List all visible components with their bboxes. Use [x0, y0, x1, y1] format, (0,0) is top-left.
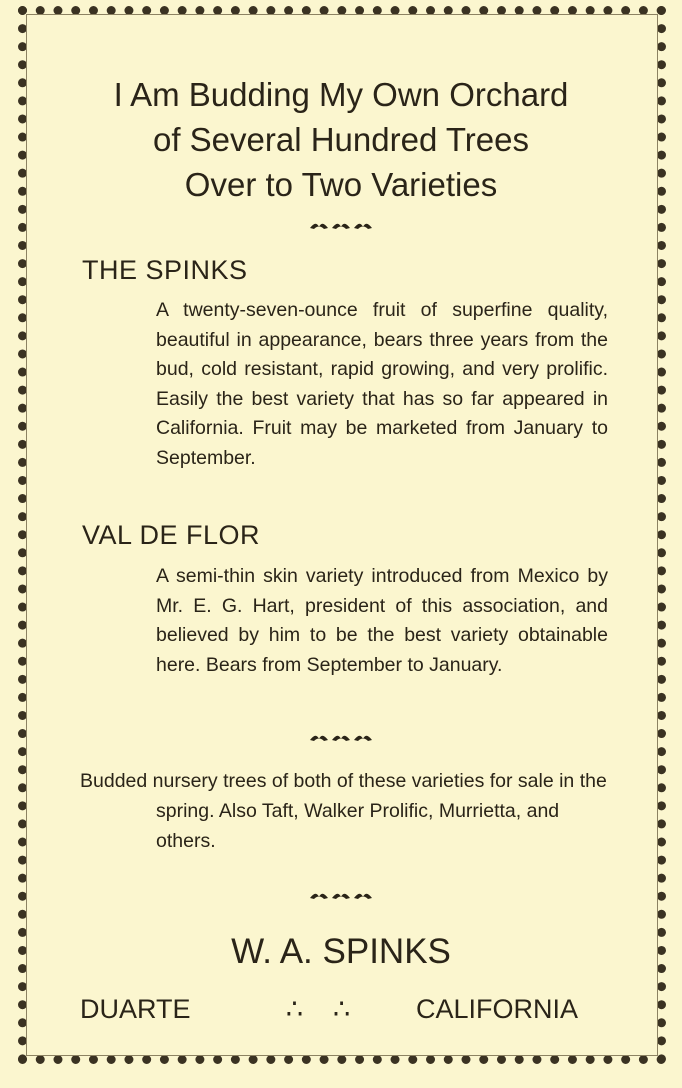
ad-title — [40, 72, 642, 207]
fleuron-icon — [308, 218, 374, 232]
nursery-notice: Budded nursery trees of both of these varieties for sale in the spring. Also Taft, Walker Prolific, Murrietta, and others. — [80, 770, 607, 852]
fleuron-icon — [308, 888, 374, 902]
ornament-divider-1 — [0, 218, 682, 235]
location-state: CALIFORNIA — [416, 994, 579, 1024]
advertiser-name: W. A. SPINKS — [231, 932, 451, 971]
section-heading-spinks: THE SPINKS — [82, 255, 248, 285]
ornament-divider-3 — [0, 888, 682, 905]
title-line-2: of Several Hundred Trees — [152, 121, 530, 158]
title-line-1: I Am Budding My Own Orchard — [113, 76, 569, 113]
title-line-3: Over to Two Varieties — [184, 166, 498, 203]
section-text-spinks: A twenty-seven-ounce fruit of superfine quality, beautiful in appearance, bears three years from the bud, cold resistant, rapid growing, and very prolific. Easily the best variety that has so far appeared in California. Fruit may be marketed from January to September. — [156, 299, 608, 469]
location-separator: ∴ ∴ — [285, 994, 351, 1024]
location-town: DUARTE — [80, 994, 191, 1024]
section-heading-val-de-flor: VAL DE FLOR — [82, 520, 261, 550]
section-text-val-de-flor: A semi-thin skin variety introduced from Mexico by Mr. E. G. Hart, president of this association, and believed by him to be the best variety obtainable here. Bears from September to January. — [156, 565, 608, 676]
fleuron-icon — [308, 730, 374, 744]
ornament-divider-2 — [0, 730, 682, 747]
